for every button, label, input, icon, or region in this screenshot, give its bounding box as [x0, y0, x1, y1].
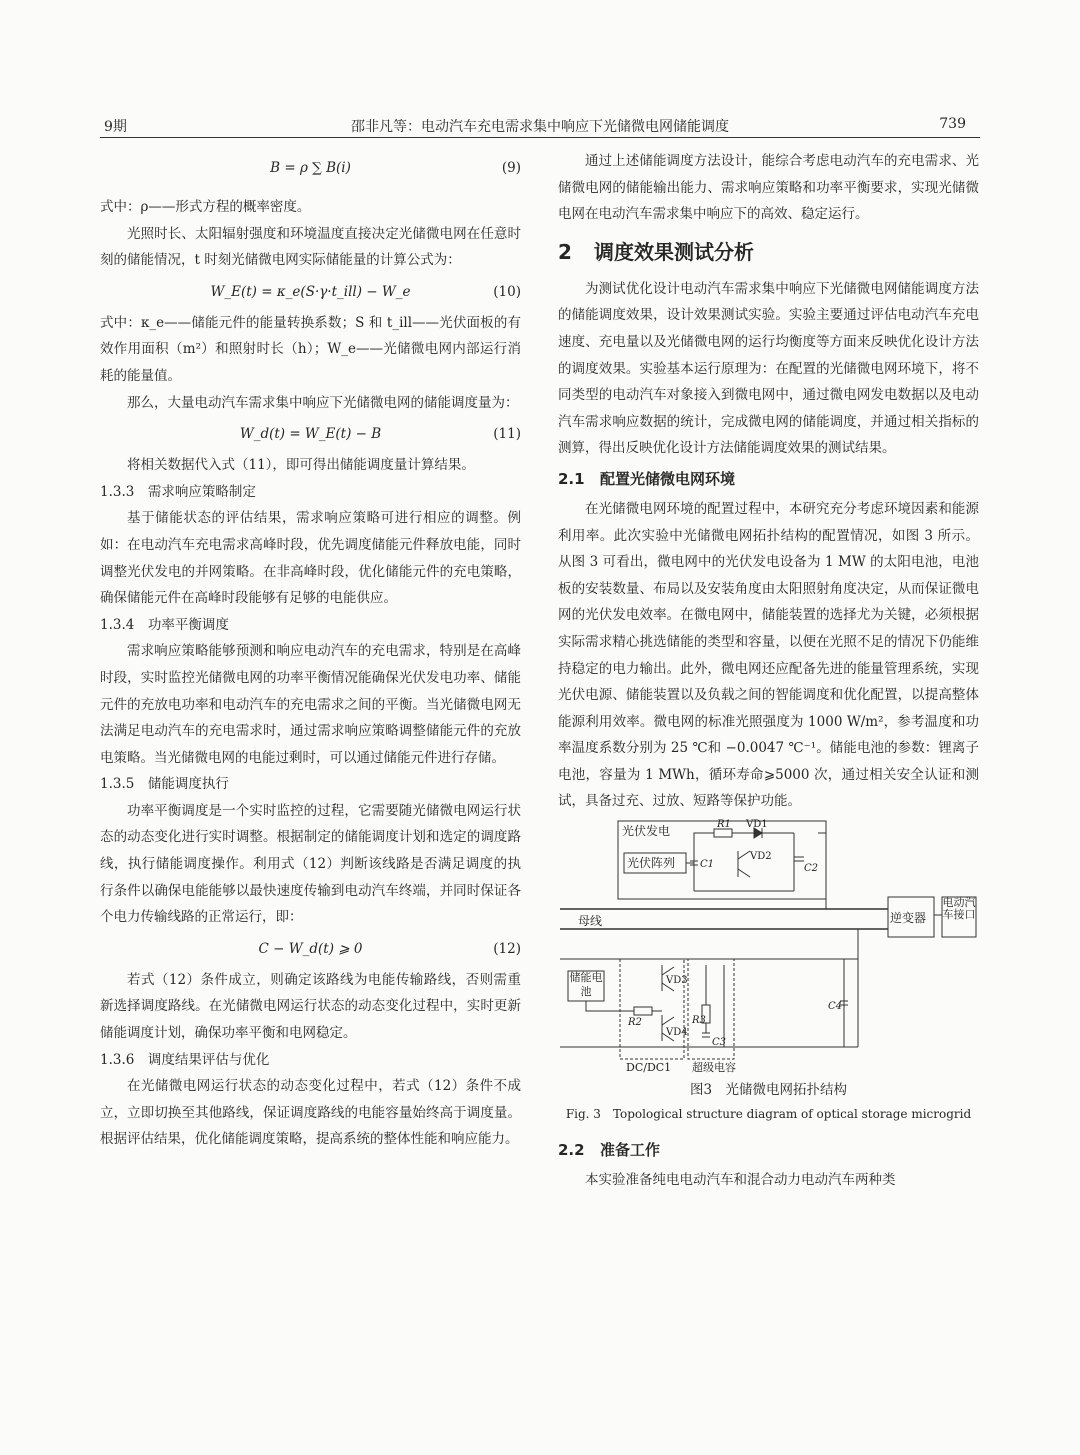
wire — [586, 1001, 634, 1011]
paragraph: 在光储微电网环境的配置过程中，本研究充分考虑环境因素和能源利用率。此次实验中光储微电网拓扑结构的配置情况，如图 3 所示。从图 3 可看出，微电网中的光伏发电设备为 1 MW 的太阳电池，电池板的安装数量、布局以及安装角度由太阳照射角度决定，从而保证微电网的光伏发电效率。在微电网中，储能装置的选择尤为关键，必须根据实际需求精心挑选储能的类型和容量，以便在光照不足的情况下仍能维持稳定的电力输出。此外，微电网还应配备先进的能量管理系统，实现光伏电源、储能装置以及负载之间的智能调度和优化配置，以提高整体能源利用效率。微电网的标准光照强度为 1000 W/m²，参考温度和功率温度系数分别为 25 ℃和 −0.0047 ℃⁻¹。储能电池的参数：锂离子电池，容量为 1 MWh，循环寿命⩾5000 次，通过相关安全认证和测试，具备过充、过放、短路等保护功能。 — [558, 500, 979, 810]
section-number: 2 — [558, 239, 572, 264]
dcdc-label: DC/DC1 — [626, 1061, 672, 1075]
supercap-box — [688, 959, 734, 1059]
paragraph: 本实验准备纯电电动汽车和混合动力电动汽车两种类 — [585, 1172, 896, 1189]
c4-label: C4 — [828, 1001, 843, 1013]
equation-12-formula: C − W_d(t) ⩾ 0 — [258, 940, 363, 957]
bus-label: 母线 — [578, 914, 603, 929]
section-heading-1-3-6: 1.3.6 调度结果评估与优化 — [100, 1051, 270, 1068]
vd4-label: VD4 — [666, 1027, 688, 1039]
vd2-label: VD2 — [750, 851, 772, 863]
ev-port-label-container — [942, 897, 976, 937]
vd3-label: VD3 — [666, 975, 688, 987]
pv-array-label: 光伏阵列 — [627, 856, 676, 871]
battery-label: 储能电池 — [569, 971, 603, 999]
equation-10-formula: W_E(t) = κ_e(S·γ·t_ill) − W_e — [210, 283, 411, 300]
r1-label: R1 — [717, 819, 731, 831]
inverter-label: 逆变器 — [890, 911, 927, 926]
transistor-vd2-emitter — [738, 869, 750, 877]
transistor-vd3-c — [662, 967, 674, 975]
equation-12-number: (12) — [493, 940, 521, 957]
transistor-vd4-c — [662, 1017, 674, 1025]
section-number: 2.1 — [558, 469, 585, 488]
section-heading-1-3-4: 1.3.4 功率平衡调度 — [100, 616, 229, 633]
header-rule — [100, 137, 980, 138]
vd1-label: VD1 — [746, 819, 768, 831]
page-number: 739 — [939, 116, 966, 132]
paragraph: 通过上述储能调度方法设计，能综合考虑电动汽车的充电需求、光储微电网的储能输出能力、需求响应策略和功率平衡要求，实现光储微电网在电动汽车需求集中响应下的高效、稳定运行。 — [558, 153, 979, 223]
section-title: 配置光储微电网环境 — [600, 469, 736, 488]
equation-11 — [100, 416, 521, 452]
section-title: 准备工作 — [600, 1141, 661, 1160]
section-heading-2-2 — [558, 1137, 979, 1163]
c1-label: C1 — [700, 859, 715, 871]
transistor-vd2-collector — [738, 851, 750, 859]
section-title: 调度效果测试分析 — [594, 239, 754, 264]
c2-label: C2 — [804, 863, 819, 875]
equation-10-number: (10) — [493, 283, 521, 300]
resistor-r1 — [714, 829, 732, 837]
equation-11-formula: W_d(t) = W_E(t) − B — [239, 426, 382, 443]
figure-caption-en: Fig. 3 Topological structure diagram of optical storage microgrid — [565, 1107, 972, 1122]
equation-12 — [100, 931, 521, 967]
equation-11-number: (11) — [493, 426, 521, 443]
section-number: 2.2 — [558, 1141, 585, 1160]
paragraph: 若式（12）条件成立，则确定该路线为电能传输路线，否则需重新选择调度路线。在光储微电网运行状态的动态变化过程中，实时更新储能调度计划，确保功率平衡和电网稳定。 — [100, 971, 521, 1042]
paragraph: 光照时长、太阳辐射强度和环境温度直接决定光储微电网在任意时刻的储能情况，t 时刻光储微电网实际储能量的计算公式为： — [100, 225, 521, 269]
paragraph: 式中：κ_e——储能元件的能量转换系数；S 和 t_ill——光伏面板的有效作用面积（m²）和照射时长（h）；W_e——光储微电网内部运行消耗的能量值。 — [100, 314, 521, 384]
ev-port-label: 电动汽车接口 — [942, 897, 976, 922]
left-column — [100, 148, 521, 1153]
equation-9 — [100, 148, 521, 194]
paragraph: 为测试优化设计电动汽车需求集中响应下光储微电网储能调度方法的储能调度效果，设计效果测试实验。实验主要通过评估电动汽车充电速度、充电量以及光储微电网的运行均衡度等方面来反映优化设计方法的调度效果。实验基本运行原理为：在配置的光储微电网环境下，将不同类型的电动汽车对象接入到微电网中，通过微电网发电数据以及电动汽车需求响应数据的统计，完成微电网的储能调度，并通过相关指标的测算，得出反映优化设计方法储能调度效果的测试结果。 — [558, 280, 979, 457]
paragraph: 功率平衡调度是一个实时监控的过程，它需要随光储微电网运行状态的动态变化进行实时调整。根据制定的储能调度计划和选定的调度路线，执行储能调度操作。利用式（12）判断该线路是否满足调度的执行条件以确保电能能够以最快速度传输到电动汽车终端，并同时保证各个电力传输线路的正常运行，即： — [100, 802, 521, 926]
running-header — [100, 112, 980, 138]
section-heading-1-3-5: 1.3.5 储能调度执行 — [100, 776, 229, 793]
paragraph: 在光储微电网运行状态的动态变化过程中，若式（12）条件不成立，立即切换至其他路线，保证调度路线的电能容量始终高于调度量。根据评估结果，优化储能调度策略，提高系统的整体性能和响应能力。 — [100, 1078, 521, 1148]
figure-3-topology-diagram — [558, 815, 979, 1077]
topology-svg — [558, 815, 979, 1077]
figure-caption-cn: 图3 光储微电网拓扑结构 — [689, 1082, 848, 1099]
equation-9-formula: B = ρ ∑ B(i) — [270, 160, 351, 176]
equation-10 — [100, 274, 521, 310]
r2-label: R2 — [628, 1017, 642, 1029]
pv-box-label: 光伏发电 — [622, 824, 671, 839]
paragraph: 基于储能状态的评估结果，需求响应策略可进行相应的调整。例如：在电动汽车充电需求高峰时段，优先调度储能元件释放电能，同时调整光伏发电的并网策略。在非高峰时段，优化储能元件的充电策略，确保储能元件在高峰时段能够有足够的电能供应。 — [100, 510, 521, 607]
right-column — [558, 148, 979, 1194]
paragraph: 需求响应策略能够预测和响应电动汽车的充电需求，特别是在高峰时段，实时监控光储微电网的功率平衡情况能确保光伏发电功率、储能元件的充放电功率和电动汽车的充电需求之间的平衡。当光储微电网无法满足电动汽车的充电需求时，通过需求响应策略调整储能元件的充放电策略。当光储微电网的电能过剩时，可以通过储能元件进行存储。 — [100, 643, 521, 766]
equation-9-number: (9) — [501, 160, 521, 176]
supercap-label: 超级电容 — [692, 1061, 736, 1075]
section-heading-1-3-3: 1.3.3 需求响应策略制定 — [100, 483, 256, 500]
c3-label: C3 — [712, 1037, 727, 1049]
section-heading-2 — [558, 236, 979, 268]
section-heading-2-1 — [558, 466, 979, 492]
resistor-r2 — [634, 1007, 652, 1015]
paragraph: 那么，大量电动汽车需求集中响应下光储微电网的储能调度量为： — [127, 394, 519, 411]
paragraph: 式中：ρ——形式方程的概率密度。 — [100, 199, 311, 215]
battery-label-container — [568, 971, 604, 1001]
paragraph: 将相关数据代入式（11），即可得出储能调度量计算结果。 — [127, 457, 475, 474]
issue-number: 9期 — [104, 119, 127, 135]
r3-label: R3 — [692, 1015, 706, 1027]
running-title: 邵非凡等：电动汽车充电需求集中响应下光储微电网储能调度 — [351, 119, 729, 135]
